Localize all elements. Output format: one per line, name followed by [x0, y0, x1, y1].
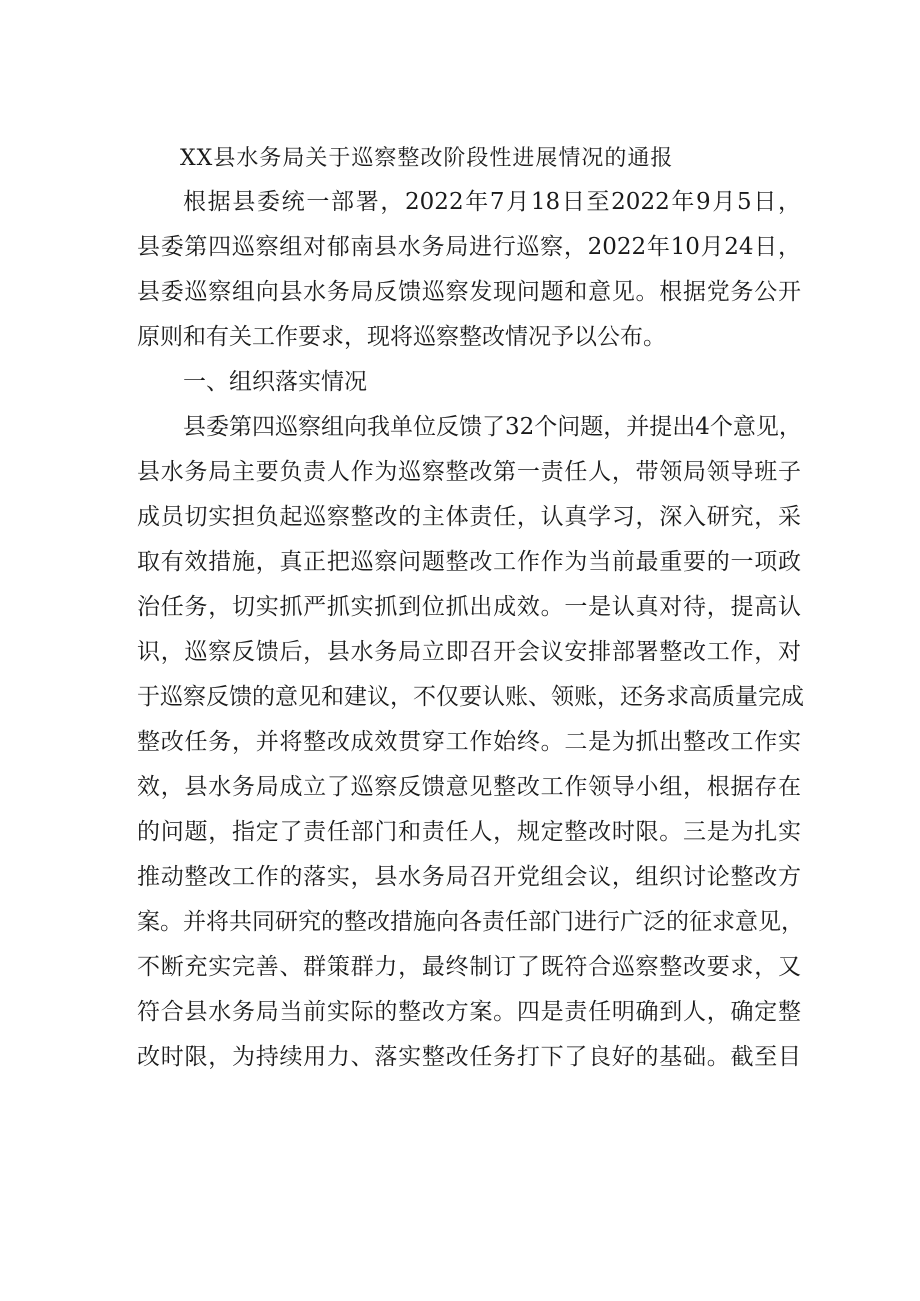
paragraph-2-line-5: 治任务，切实抓严抓实抓到位抓出成效。一是认真对待，提高认 — [137, 594, 801, 620]
paragraph-2-line-14: 符合县水务局当前实际的整改方案。四是责任明确到人，确定整 — [137, 999, 801, 1025]
paragraph-2-line-9: 效，县水务局成立了巡察反馈意见整改工作领导小组，根据存在 — [137, 774, 801, 800]
paragraph-2-line-11: 推动整改工作的落实，县水务局召开党组会议，组织讨论整改方 — [137, 864, 801, 890]
paragraph-2-line-2: 县水务局主要负责人作为巡察整改第一责任人，带领局领导班子 — [137, 459, 801, 485]
paragraph-2-line-4: 取有效措施，真正把巡察问题整改工作作为当前最重要的一项政 — [137, 549, 801, 575]
paragraph-2-line-6: 识，巡察反馈后，县水务局立即召开会议安排部署整改工作，对 — [137, 639, 801, 665]
paragraph-1-line-3: 县委巡察组向县水务局反馈巡察发现问题和意见。根据党务公开 — [137, 279, 801, 305]
paragraph-2-line-1: 县委第四巡察组向我单位反馈了32个问题，并提出4个意见， — [183, 414, 802, 440]
document-title: XX县水务局关于巡察整改阶段性进展情况的通报 — [180, 146, 674, 171]
paragraph-2-line-3: 成员切实担负起巡察整改的主体责任，认真学习，深入研究，采 — [137, 504, 801, 530]
section-1-heading: 一、组织落实情况 — [183, 369, 367, 395]
paragraph-2-line-7: 于巡察反馈的意见和建议，不仅要认账、领账，还务求高质量完成 — [137, 684, 804, 710]
paragraph-2-line-12: 案。并将共同研究的整改措施向各责任部门进行广泛的征求意见， — [137, 909, 804, 935]
paragraph-2-line-15: 改时限，为持续用力、落实整改任务打下了良好的基础。截至目 — [137, 1044, 801, 1070]
paragraph-1-line-1: 根据县委统一部署，2022年7月18日至2022年9月5日， — [183, 189, 801, 215]
paragraph-2-line-10: 的问题，指定了责任部门和责任人，规定整改时限。三是为扎实 — [137, 819, 801, 845]
paragraph-1-line-2: 县委第四巡察组对郁南县水务局进行巡察，2022年10月24日， — [137, 234, 801, 260]
paragraph-2-line-8: 整改任务，并将整改成效贯穿工作始终。二是为抓出整改工作实 — [137, 729, 801, 755]
paragraph-2-line-13: 不断充实完善、群策群力，最终制订了既符合巡察整改要求，又 — [137, 954, 801, 980]
paragraph-1-line-4: 原则和有关工作要求，现将巡察整改情况予以公布。 — [137, 324, 666, 350]
